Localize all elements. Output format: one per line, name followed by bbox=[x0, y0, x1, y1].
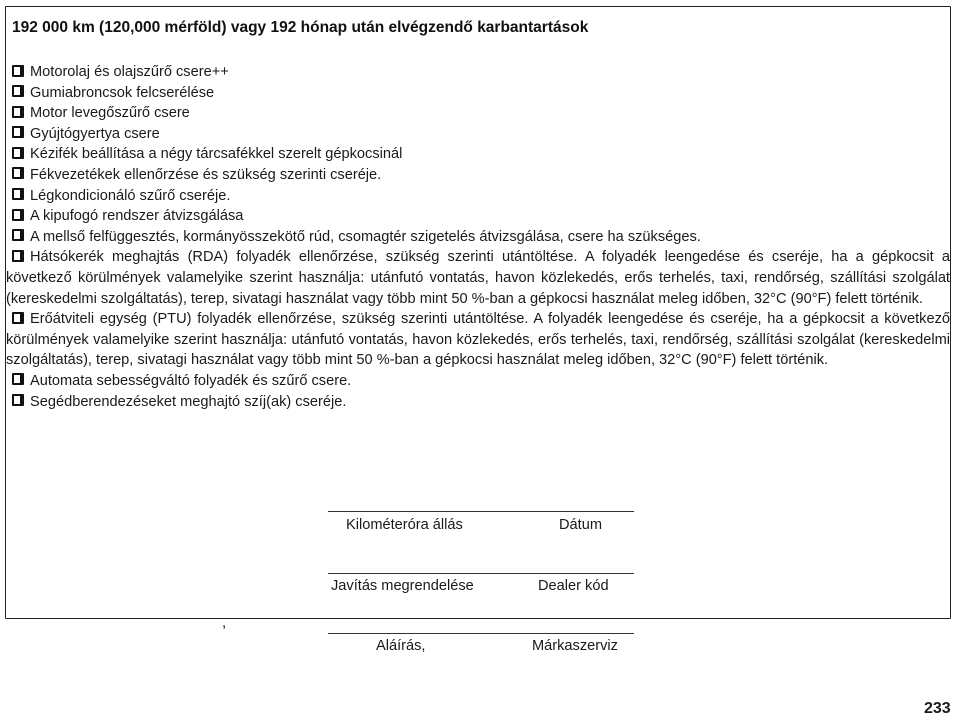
checklist-item-label: A mellső felfüggesztés, kormányösszekötő rúd, csomagtér szigetelés átvizsgálása, csere ha szükséges. bbox=[30, 228, 701, 245]
checkbox-icon[interactable] bbox=[12, 188, 24, 200]
checkbox-icon[interactable] bbox=[12, 85, 24, 97]
checkbox-icon[interactable] bbox=[12, 229, 24, 241]
checklist-item-transmission bbox=[12, 371, 950, 392]
checkbox-icon[interactable] bbox=[12, 394, 24, 406]
checkbox-icon[interactable] bbox=[12, 147, 24, 159]
checklist-item-rda-fluid bbox=[6, 247, 950, 309]
checklist-item-label: Gumiabroncsok felcserélése bbox=[30, 84, 215, 101]
checklist-item-label: Kézifék beállítása a négy tárcsafékkel szerelt gépkocsinál bbox=[30, 146, 403, 163]
date-label: Dátum bbox=[559, 517, 602, 533]
checklist-item-tires bbox=[12, 83, 950, 104]
checklist-item-label: Erőátviteli egység (PTU) folyadék ellenőrzése, szükség szerinti utántöltése. A folyadék leengedése és cseréje, ha a gépkocsit a következő körülmények valamelyike szerint használja: utánfutó vontatás, havon közlekedés, erős terhelés, taxi, rendőrség, szállítási szolgálat (kereskedelmi szolgáltatás), terep, sivatagi használat vagy több mint 50 %-ban a gépkocsi használat meleg időben, 32°C (90°F) felett történik. bbox=[6, 311, 950, 369]
checklist-item-front-suspension bbox=[12, 227, 950, 248]
checklist-item-label: Hátsókerék meghajtás (RDA) folyadék ellenőrzése, szükség szerinti utántöltése. A folyadék leengedése és cseréje, ha a gépkocsit a következő körülmények valamelyike szerint használja: utánfutó vontatás, havon közlekedés, erős terhelés, taxi, rendőrség, szállítási szolgálat (kereskedelmi szolgáltatás), terep, sivatagi használat vagy több mint 50 %-ban a gépkocsi használat meleg időben, 32°C (90°F) felett történik. bbox=[6, 249, 950, 307]
checklist-item-label: Gyújtógyertya csere bbox=[30, 125, 160, 142]
checklist-item-accessory-belt bbox=[12, 392, 950, 413]
repair-order-label: Javítás megrendelése bbox=[331, 578, 474, 594]
checklist-item-label: Motor levegőszűrő csere bbox=[30, 105, 190, 122]
checkbox-icon[interactable] bbox=[12, 250, 24, 262]
checklist-item-label: Segédberendezéseket meghajtó szíj(ak) cseréje. bbox=[30, 393, 347, 410]
repair-dealer-line[interactable] bbox=[328, 573, 634, 574]
checkbox-icon[interactable] bbox=[12, 106, 24, 118]
checklist-item-ac-filter bbox=[12, 186, 950, 207]
checklist-item-exhaust bbox=[12, 206, 950, 227]
checklist-item-label: Automata sebességváltó folyadék és szűrő csere. bbox=[30, 372, 352, 389]
page-number: 233 bbox=[924, 700, 951, 717]
checklist-item-spark-plugs bbox=[12, 124, 950, 145]
checklist-item-brake-lines bbox=[12, 165, 950, 186]
dealer-code-label: Dealer kód bbox=[538, 578, 609, 594]
checkbox-icon[interactable] bbox=[12, 373, 24, 385]
checklist-item-ptu-fluid bbox=[6, 309, 950, 371]
checklist-item-label: Légkondicionáló szűrő cseréje. bbox=[30, 187, 231, 204]
checklist-item-label: Fékvezetékek ellenőrzése és szükség szerinti cseréje. bbox=[30, 166, 382, 183]
signature-label: Aláírás, bbox=[376, 638, 426, 654]
checklist-item-parking-brake bbox=[12, 144, 950, 165]
brand-service-label: Márkaszerviz bbox=[532, 638, 618, 654]
checkbox-icon[interactable] bbox=[12, 209, 24, 221]
checklist-item-oil bbox=[12, 62, 950, 83]
checklist bbox=[6, 62, 950, 412]
signature-line[interactable] bbox=[328, 633, 634, 634]
checklist-item-label: A kipufogó rendszer átvizsgálása bbox=[30, 208, 244, 225]
comma-mark: , bbox=[222, 614, 227, 631]
checkbox-icon[interactable] bbox=[12, 65, 24, 77]
checkbox-icon[interactable] bbox=[12, 126, 24, 138]
checkbox-icon[interactable] bbox=[12, 167, 24, 179]
checklist-item-air-filter bbox=[12, 103, 950, 124]
checkbox-icon[interactable] bbox=[12, 312, 24, 324]
odometer-label: Kilométeróra állás bbox=[346, 517, 463, 533]
page-title: 192 000 km (120,000 mérföld) vagy 192 hónap után elvégzendő karbantartások bbox=[12, 19, 589, 36]
checklist-item-label: Motorolaj és olajszűrő csere++ bbox=[30, 64, 229, 80]
odometer-date-line[interactable] bbox=[328, 511, 634, 512]
